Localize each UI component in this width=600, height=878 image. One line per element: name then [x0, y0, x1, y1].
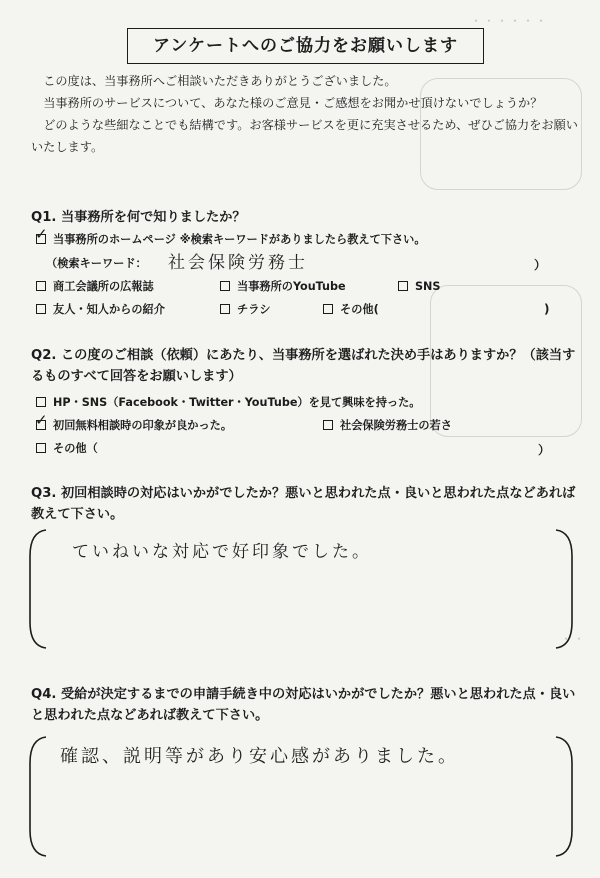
q1-option-youtube[interactable]: 当事務所のYouTube — [220, 279, 346, 295]
q2-option-youth[interactable]: 社会保険労務士の若さ — [323, 418, 452, 434]
close-paren: ) — [544, 302, 550, 316]
q2-option-hp-sns[interactable]: HP・SNS（Facebook・Twitter・YouTube）を見て興味を持った。 — [36, 395, 421, 411]
q2-option-other[interactable]: その他（ — [36, 441, 98, 457]
q1-option-homepage[interactable]: ✓ 当事務所のホームページ ※検索キーワードがありましたら教えて下さい。 — [35, 225, 426, 246]
q1-option-referral[interactable]: 友人・知人からの紹介 — [36, 302, 165, 318]
q3-answer: ていねいな対応で好印象でした。 — [72, 542, 372, 562]
search-keyword-label: （検索キーワード： — [46, 257, 147, 270]
question-3: Q3. 初回相談時の対応はいかがでしたか？悪いと思われた点・良いと思われた点などあれば教えて下さい。 — [31, 486, 576, 522]
page-title: アンケートへのご協力をお願いします — [127, 28, 484, 64]
show-through-text: ・・・・・・ — [470, 14, 549, 28]
intro-line: どのような些細なことでも結構です。お客様サービスを更に充実させるため、ぜひご協力をお願いいたします。 — [31, 118, 578, 154]
q1-option-flyer[interactable]: チラシ — [220, 302, 271, 318]
intro-line: 当事務所のサービスについて、あなた様のご意見・ご感想をお聞かせ頂けないでしょうか？ — [43, 96, 543, 110]
question-1: Q1. 当事務所を何で知りましたか？ — [31, 210, 246, 225]
show-through-text: ・・ — [560, 632, 587, 646]
intro-line: この度は、当事務所へご相談いただきありがとうございました。 — [43, 74, 397, 88]
close-paren: ） — [538, 443, 551, 457]
q1-option-sns[interactable]: SNS — [398, 279, 440, 295]
search-keyword-answer: 社会保険労務士 — [168, 253, 308, 273]
close-paren: ） — [534, 258, 547, 272]
q1-option-other[interactable]: その他( — [323, 302, 379, 318]
q4-answer: 確認、説明等があり安心感がありました。 — [60, 746, 459, 767]
question-4: Q4. 受給が決定するまでの申請手続き中の対応はいかがでしたか？悪いと思われた点・良いと思われた点などあれば教えて下さい。 — [31, 687, 576, 723]
q1-option-chamber[interactable]: 商工会議所の広報誌 — [36, 279, 154, 295]
check-mark-icon: ✓ — [35, 411, 48, 429]
question-2: Q2. この度のご相談（依頼）にあたり、当事務所を選ばれた決め手はありますか？（該当するものすべて回答をお願いします） — [31, 348, 576, 384]
q2-option-free-consult[interactable]: ✓ 初回無料相談時の印象が良かった。 — [35, 411, 233, 432]
check-mark-icon: ✓ — [35, 225, 48, 243]
